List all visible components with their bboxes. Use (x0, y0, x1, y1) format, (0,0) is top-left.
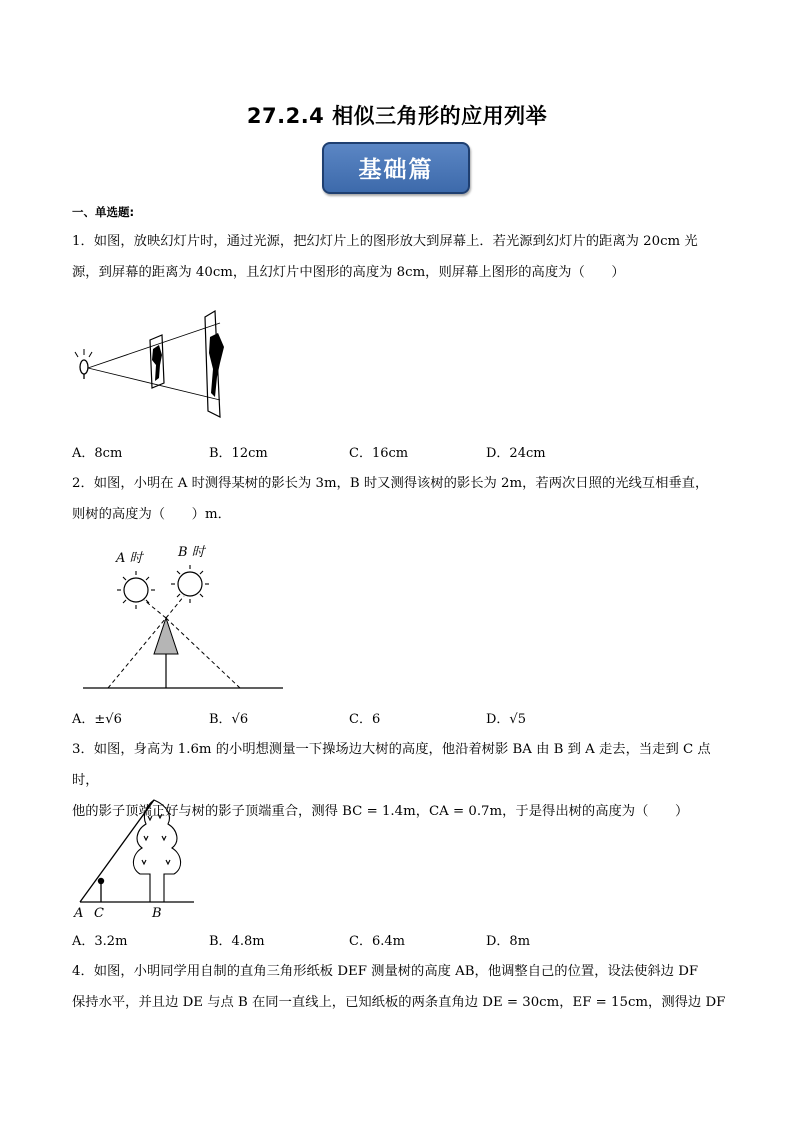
sun-b-icon (171, 565, 209, 603)
option-d: D．√5 (486, 712, 526, 727)
option-a: A．3.2m (72, 934, 128, 949)
option-c: C．6.4m (349, 934, 405, 949)
question-1-line-2: 源，到屏幕的距离为 40cm，且幻灯片中图形的高度为 8cm，则屏幕上图形的高度为（ ） (72, 265, 625, 280)
option-b: B．√6 (209, 712, 249, 727)
light-bulb-icon (75, 349, 92, 379)
sun-tree-figure (78, 538, 288, 694)
person-icon (98, 878, 104, 902)
question-1 (72, 226, 732, 288)
option-c: C．6 (349, 712, 381, 727)
sun-a-icon (117, 571, 155, 609)
slide-image (152, 345, 162, 381)
label-b: B (152, 906, 162, 921)
label-b-time: B 时 (178, 545, 205, 560)
question-4 (72, 956, 732, 1018)
question-2-line-1: 2．如图，小明在 A 时测得某树的影长为 3m，B 时又测得该树的影长为 2m，若两次日照的光线互相垂直， (72, 476, 709, 491)
label-c: C (94, 906, 104, 921)
option-a: A．8cm (72, 446, 123, 461)
question-2 (72, 468, 732, 530)
level-badge: 基础篇 (322, 142, 470, 194)
question-4-line-2: 保持水平，并且边 DE 与点 B 在同一直线上，已知纸板的两条直角边 DE = 30cm，EF = 15cm，测得边 DF (72, 995, 726, 1010)
option-c: C．16cm (349, 446, 409, 461)
question-3-line-1: 3．如图，身高为 1.6m 的小明想测量一下操场边大树的高度，他沿着树影 BA 由 B 到 A 走去，当走到 C 点时， (72, 742, 711, 788)
option-d: D．24cm (486, 446, 546, 461)
projector-figure (72, 305, 252, 425)
sun-ray (80, 800, 154, 902)
section-heading: 一、单选题: (72, 205, 135, 219)
page-title: 27.2.4 相似三角形的应用列举 (246, 104, 548, 128)
light-ray-bottom (88, 368, 220, 400)
option-b: B．12cm (209, 446, 268, 461)
question-1-line-1: 1．如图，放映幻灯片时，通过光源，把幻灯片上的图形放大到屏幕上．若光源到幻灯片的距离为 20cm 光 (72, 234, 698, 249)
question-4-line-1: 4．如图，小明同学用自制的直角三角形纸板 DEF 测量树的高度 AB，他调整自己的位置，设法使斜边 DF (72, 964, 699, 979)
option-b: B．4.8m (209, 934, 265, 949)
tree-icon (133, 800, 180, 902)
screen-image (209, 333, 224, 397)
question-2-line-2: 则树的高度为（ ）m． (72, 507, 231, 522)
option-a: A．±√6 (72, 712, 122, 727)
tree-crown (154, 618, 178, 654)
option-d: D．8m (486, 934, 531, 949)
question-3-line-2: 他的影子顶端正好与树的影子顶端重合，测得 BC = 1.4m，CA = 0.7m，于是得出树的高度为（ ） (72, 804, 689, 819)
shadow-tree-figure (72, 796, 202, 922)
label-a: A (74, 906, 84, 921)
label-a-time: A 时 (116, 551, 143, 566)
